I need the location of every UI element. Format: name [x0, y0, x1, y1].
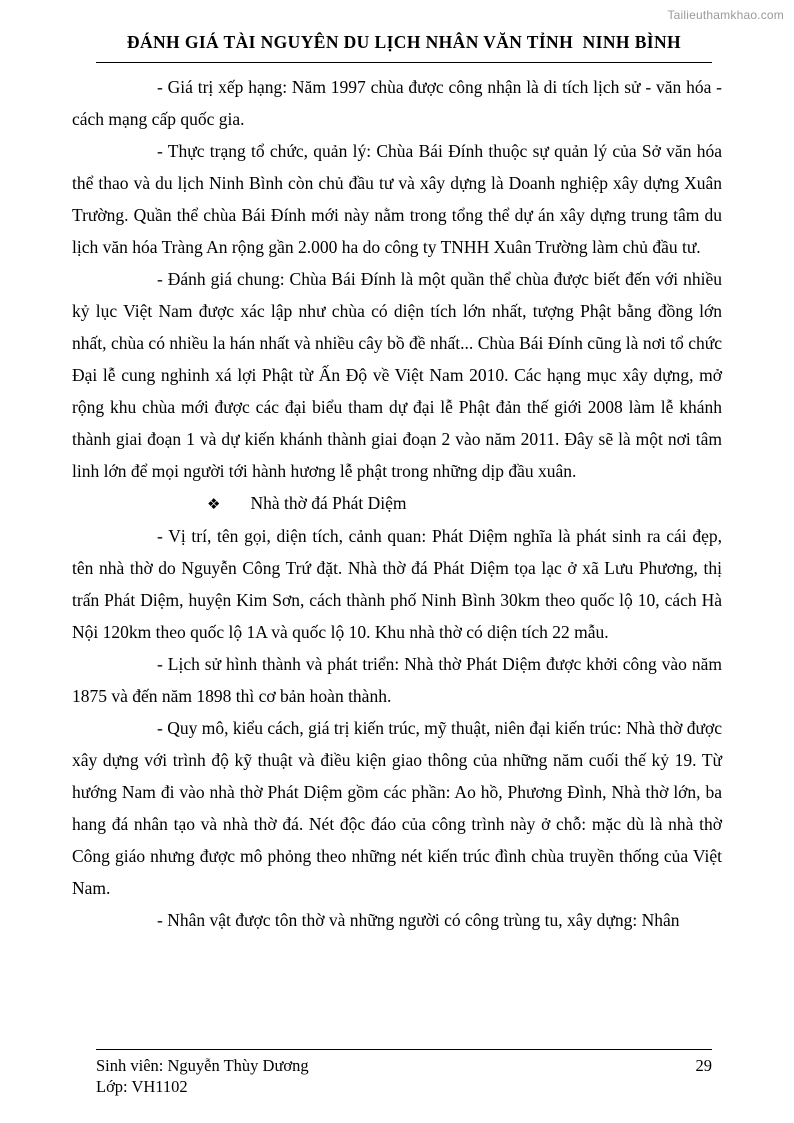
paragraph: - Thực trạng tổ chức, quản lý: Chùa Bái Đính thuộc sự quản lý của Sở văn hóa thể thao và du lịch Ninh Bình còn chủ đầu tư và xây dựng là Doanh nghiệp xây dựng Xuân Trường. Quần thể chùa Bái Đính mới này nằm trong tổng thể dự án xây dựng trung tâm du lịch văn hóa Tràng An rộng gần 2.000 ha do công ty TNHH Xuân Trường làm chủ đầu tư. — [72, 141, 722, 257]
watermark-text: Tailieuthamkhao.com — [667, 8, 784, 22]
paragraph: - Vị trí, tên gọi, diện tích, cảnh quan: Phát Diệm nghĩa là phát sinh ra cái đẹp, tên nhà thờ do Nguyễn Công Trứ đặt. Nhà thờ đá Phát Diệm tọa lạc ở xã Lưu Phương, thị trấn Phát Diệm, huyện Kim Sơn, cách thành phố Ninh Bình 30km theo quốc lộ 10, cách Hà Nội 120km theo quốc lộ 1A và quốc lộ 10. Khu nhà thờ có diện tích 22 mẫu. — [72, 526, 722, 642]
footer-class-name: Lớp: VH1102 — [96, 1077, 188, 1096]
footer-divider — [96, 1049, 712, 1050]
document-body — [72, 71, 722, 936]
paragraph: - Lịch sử hình thành và phát triển: Nhà thờ Phát Diệm được khởi công vào năm 1875 và đến năm 1898 thì cơ bản hoàn thành. — [72, 654, 722, 706]
page-title: ĐÁNH GIÁ TÀI NGUYÊN DU LỊCH NHÂN VĂN TỈNH NINH BÌNH — [126, 32, 682, 52]
paragraph: - Đánh giá chung: Chùa Bái Đính là một quần thể chùa được biết đến với nhiều kỷ lục Việt Nam được xác lập như chùa có diện tích lớn nhất, tượng Phật bằng đồng lớn nhất, chùa có nhiều la hán nhất và nhiều cây bồ đề nhất... Chùa Bái Đính cũng là nơi tổ chức Đại lễ cung nghinh xá lợi Phật từ Ấn Độ về Việt Nam 2010. Các hạng mục xây dựng, mở rộng khu chùa mới được các đại biểu tham dự đại lễ Phật đản thế giới 2008 làm lễ khánh thành giai đoạn 1 và dự kiến khánh thành giai đoạn 2 vào năm 2011. Đây sẽ là một nơi tâm linh lớn để mọi người tới hành hương lễ phật trong những dịp đầu xuân. — [72, 269, 722, 481]
bullet-heading-label: Nhà thờ đá Phát Diệm — [250, 493, 407, 513]
bullet-heading — [72, 487, 722, 520]
paragraph: - Nhân vật được tôn thờ và những người có công trùng tu, xây dựng: Nhân — [157, 910, 680, 930]
paragraph: - Giá trị xếp hạng: Năm 1997 chùa được công nhận là di tích lịch sử - văn hóa - cách mạng cấp quốc gia. — [72, 77, 722, 129]
paragraph: - Quy mô, kiểu cách, giá trị kiến trúc, mỹ thuật, niên đại kiến trúc: Nhà thờ được xây dựng với trình độ kỹ thuật và điều kiện giao thông của những năm cuối thế kỷ 19. Từ hướng Nam đi vào nhà thờ Phát Diệm gồm các phần: Ao hồ, Phương Đình, Nhà thờ lớn, ba hang đá nhân tạo và nhà thờ đá. Nét độc đáo của công trình này ở chỗ: mặc dù là nhà thờ Công giáo nhưng được mô phỏng theo những nét kiến trúc đình chùa truyền thống của Việt Nam. — [72, 718, 722, 898]
page-footer — [72, 1049, 722, 1097]
footer-student-name: Sinh viên: Nguyễn Thùy Dương — [96, 1056, 309, 1075]
diamond-bullet-icon: ❖ — [207, 495, 221, 513]
page-header — [96, 30, 712, 63]
page-number: 29 — [695, 1056, 712, 1075]
